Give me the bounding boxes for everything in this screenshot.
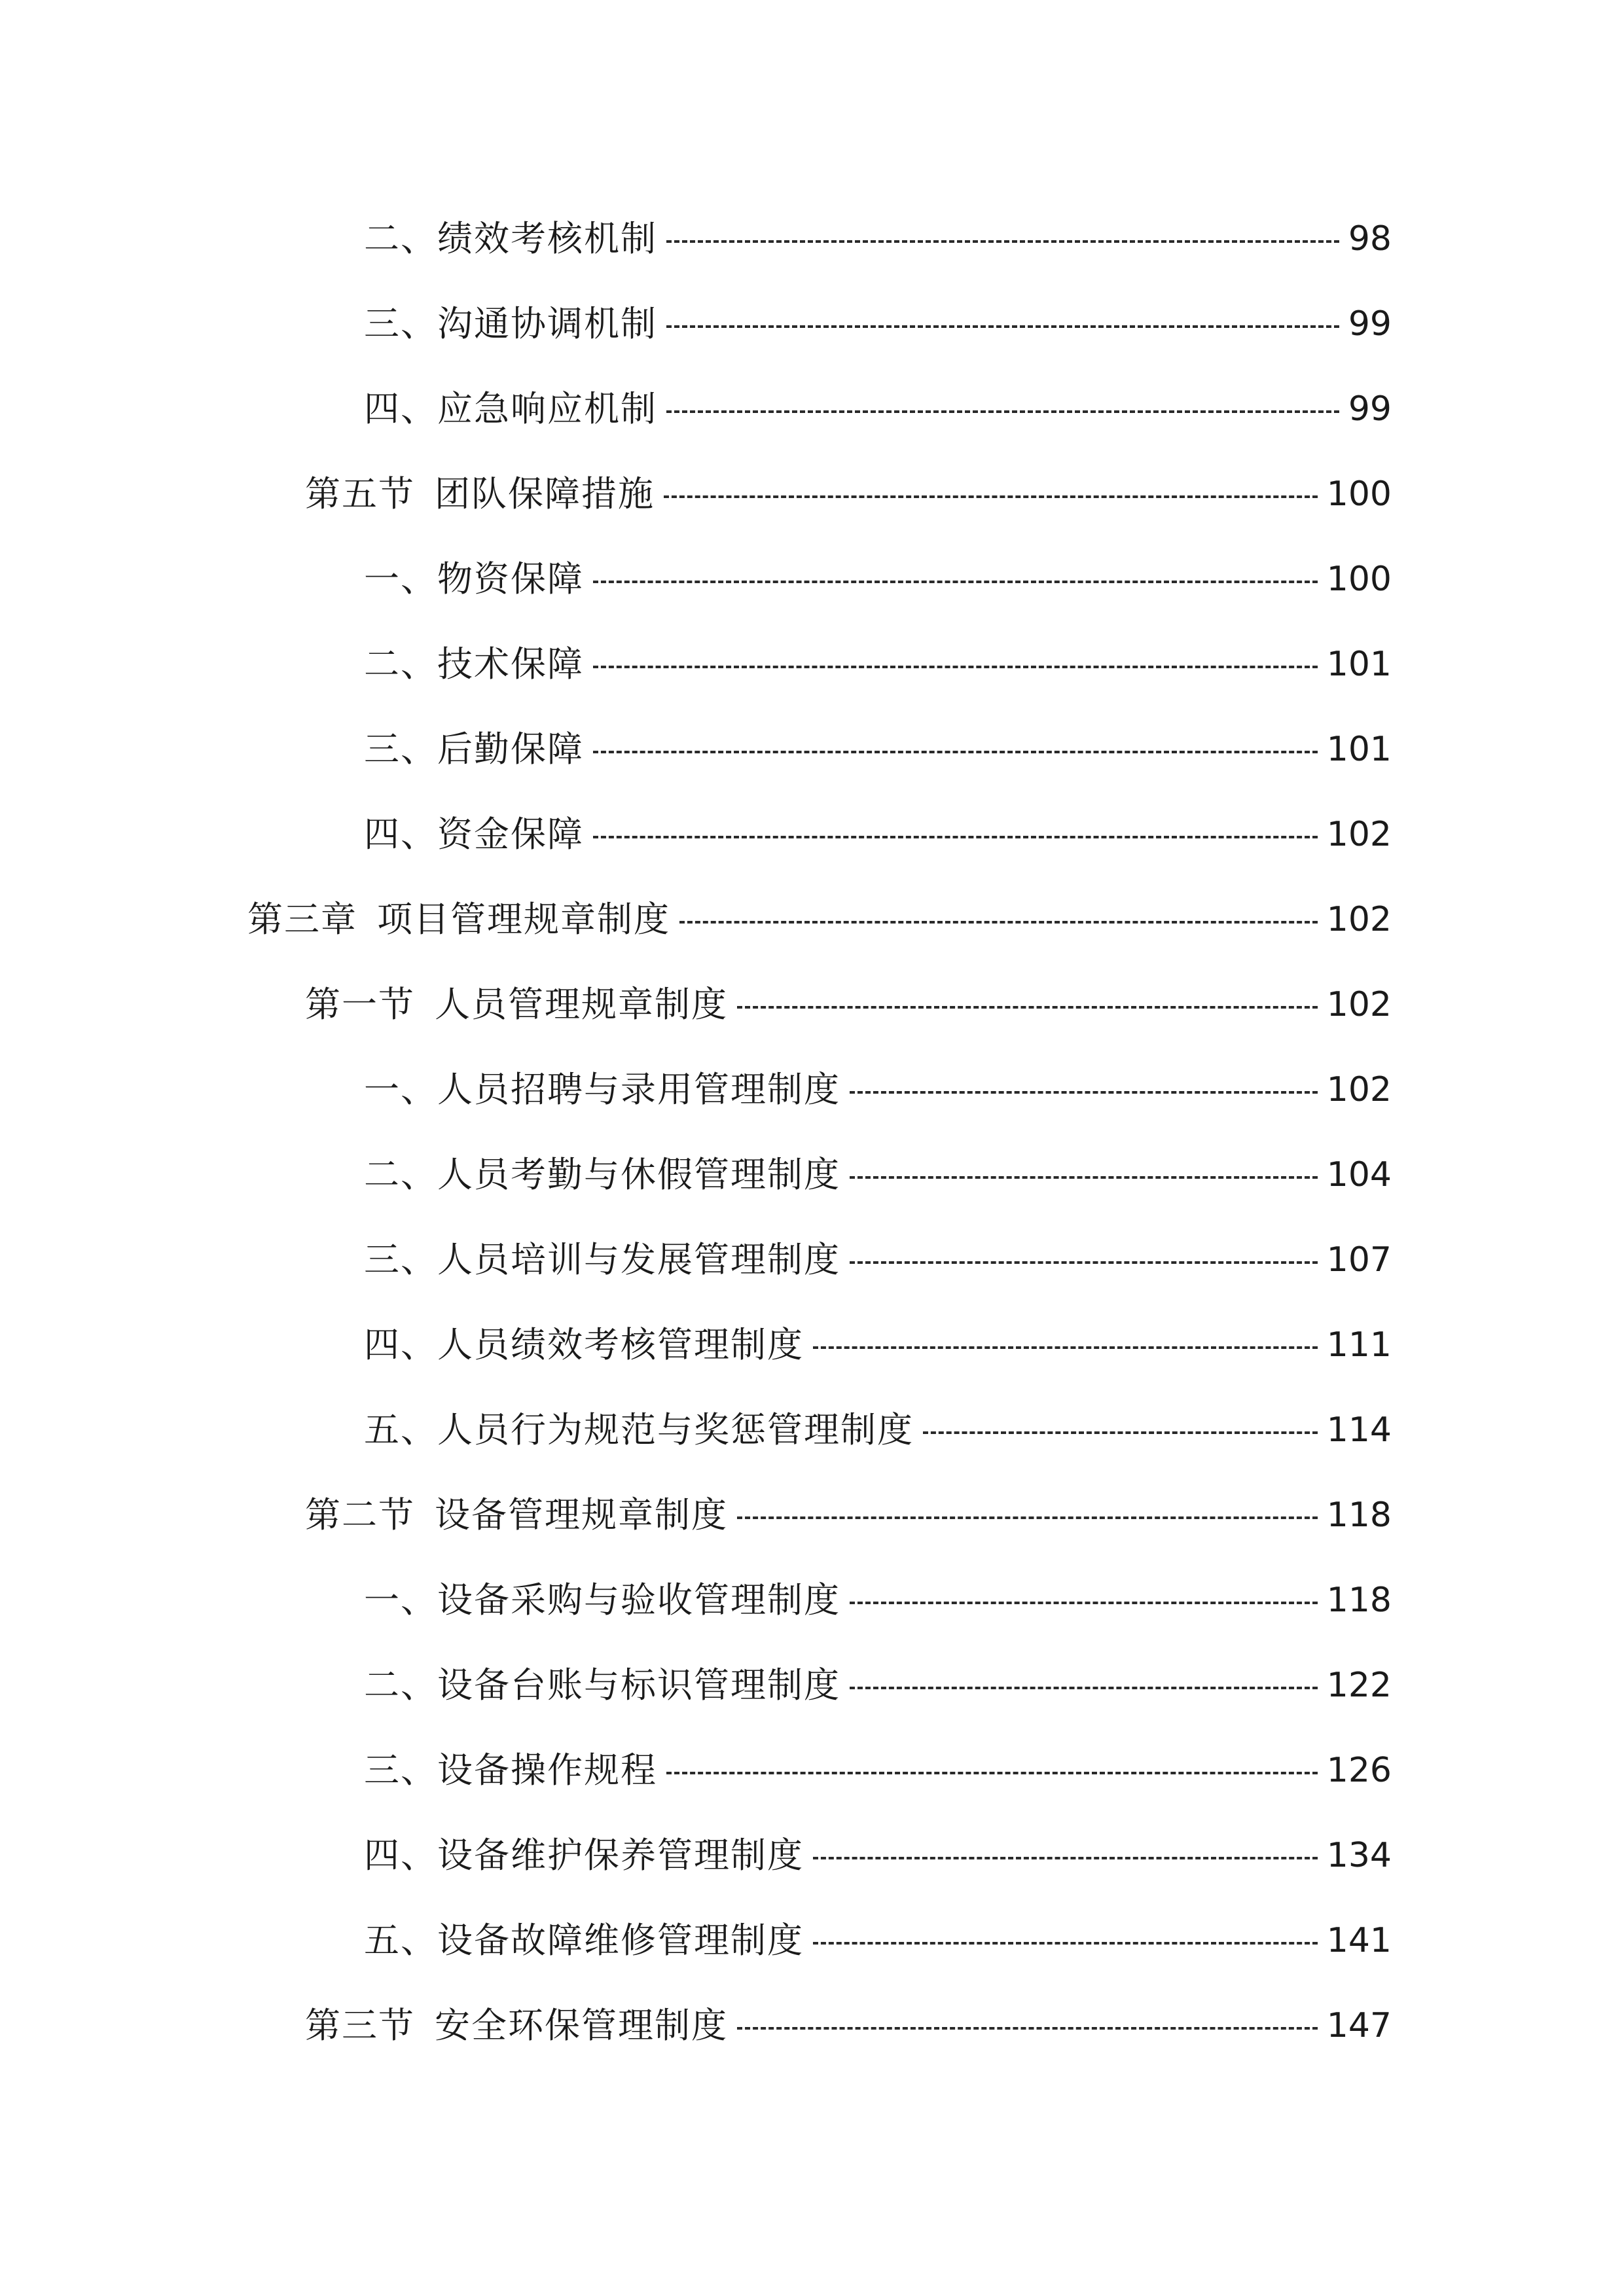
toc-page-number: 101 [1326, 645, 1392, 684]
toc-entry-text: 资金保障 [437, 814, 584, 855]
toc-entry[interactable] [305, 1486, 1392, 1545]
toc-entry-title [305, 465, 655, 524]
toc-entry[interactable] [364, 209, 1392, 268]
toc-entry-text: 设备操作规程 [437, 1749, 657, 1791]
toc-entry-number: 第二节 [305, 1494, 415, 1535]
toc-entry-text: 人员绩效考核管理制度 [437, 1324, 804, 1365]
toc-dot-leader [737, 1516, 1318, 1519]
toc-entry-title [364, 380, 657, 439]
toc-dot-leader [850, 1091, 1318, 1094]
toc-page-number: 118 [1326, 1581, 1392, 1620]
toc-page-number: 111 [1326, 1325, 1392, 1365]
toc-entry[interactable] [364, 1656, 1392, 1715]
toc-dot-leader [593, 836, 1318, 838]
toc-entry-text: 设备采购与验收管理制度 [437, 1579, 840, 1621]
toc-entry-title [364, 1911, 804, 1970]
toc-entry-text: 应急响应机制 [437, 388, 657, 429]
toc-dot-leader [666, 325, 1339, 328]
toc-entry[interactable] [364, 1911, 1392, 1970]
toc-page-number: 102 [1326, 900, 1392, 939]
toc-entry[interactable] [364, 380, 1392, 439]
toc-dot-leader [593, 581, 1318, 583]
toc-entry[interactable] [364, 1571, 1392, 1630]
toc-entry-number: 五、 [364, 1920, 437, 1961]
toc-dot-leader [813, 1857, 1318, 1859]
toc-page-number: 99 [1348, 389, 1392, 429]
toc-entry[interactable] [247, 890, 1392, 949]
toc-entry[interactable] [364, 1401, 1392, 1460]
toc-page-number: 100 [1326, 475, 1392, 514]
toc-entry-text: 人员考勤与休假管理制度 [437, 1154, 840, 1195]
toc-page-number: 134 [1326, 1836, 1392, 1875]
toc-page-number: 102 [1326, 985, 1392, 1024]
toc-entry-number: 二、 [364, 1154, 437, 1195]
toc-entry-title [305, 975, 728, 1034]
toc-entry-text: 设备维护保养管理制度 [437, 1835, 804, 1876]
toc-entry-title [364, 635, 584, 694]
toc-entry-text: 后勤保障 [437, 728, 584, 770]
toc-entry-text: 人员行为规范与奖惩管理制度 [437, 1409, 914, 1450]
toc-entry-title [364, 1060, 840, 1119]
toc-entry-number: 三、 [364, 1749, 437, 1791]
toc-entry-title [364, 805, 584, 864]
toc-page-number: 99 [1348, 304, 1392, 344]
toc-entry-text: 安全环保管理制度 [435, 2005, 728, 2046]
toc-entry[interactable] [364, 1230, 1392, 1289]
toc-entry[interactable] [364, 550, 1392, 609]
toc-dot-leader [850, 1687, 1318, 1689]
toc-entry-number: 二、 [364, 218, 437, 259]
toc-entry-title [364, 1401, 914, 1460]
toc-entry-text: 团队保障措施 [435, 473, 655, 514]
toc-entry-text: 绩效考核机制 [437, 218, 657, 259]
toc-entry[interactable] [364, 1145, 1392, 1204]
toc-entry-text: 设备故障维修管理制度 [437, 1920, 804, 1961]
toc-entry-text: 项目管理规章制度 [377, 899, 670, 940]
toc-entry[interactable] [364, 1826, 1392, 1885]
toc-entry[interactable] [364, 1060, 1392, 1119]
toc-dot-leader [850, 1602, 1318, 1604]
toc-entry-title [364, 209, 657, 268]
toc-dot-leader [666, 1772, 1318, 1774]
toc-entry-text: 物资保障 [437, 558, 584, 600]
toc-entry[interactable] [364, 1316, 1392, 1374]
toc-entry-number: 一、 [364, 1579, 437, 1621]
toc-entry-number: 第一节 [305, 984, 415, 1025]
toc-entry-title [364, 1826, 804, 1885]
toc-entry-text: 设备管理规章制度 [435, 1494, 728, 1535]
toc-entry-title [364, 1145, 840, 1204]
toc-entry[interactable] [364, 805, 1392, 864]
toc-page-number: 102 [1326, 1070, 1392, 1109]
toc-page-number: 122 [1326, 1666, 1392, 1705]
toc-entry-title [364, 1571, 840, 1630]
toc-dot-leader [593, 751, 1318, 753]
toc-entry[interactable] [364, 295, 1392, 353]
toc-page-number: 141 [1326, 1921, 1392, 1960]
toc-entry[interactable] [305, 975, 1392, 1034]
toc-entry-number: 五、 [364, 1409, 437, 1450]
toc-dot-leader [850, 1176, 1318, 1179]
toc-entry-text: 设备台账与标识管理制度 [437, 1664, 840, 1706]
toc-page-number: 147 [1326, 2006, 1392, 2045]
toc-entry-title [247, 890, 670, 949]
toc-entry-title [364, 1316, 804, 1374]
toc-entry-number: 二、 [364, 1664, 437, 1706]
toc-page-number: 101 [1326, 730, 1392, 769]
toc-page-number: 104 [1326, 1155, 1392, 1194]
toc-page-number: 98 [1348, 219, 1392, 259]
toc-entry-title [305, 1486, 728, 1545]
toc-entry[interactable] [364, 1741, 1392, 1800]
toc-entry-text: 人员培训与发展管理制度 [437, 1239, 840, 1280]
toc-dot-leader [679, 921, 1318, 924]
toc-entry-title [364, 1230, 840, 1289]
toc-entry-title [364, 720, 584, 779]
toc-entry-number: 第五节 [305, 473, 415, 514]
toc-dot-leader [923, 1431, 1318, 1434]
toc-entry-number: 一、 [364, 1069, 437, 1110]
toc-entry-number: 第三节 [305, 2005, 415, 2046]
toc-entry-text: 人员管理规章制度 [435, 984, 728, 1025]
toc-entry-number: 四、 [364, 814, 437, 855]
toc-entry-number: 三、 [364, 728, 437, 770]
toc-dot-leader [813, 1942, 1318, 1945]
toc-dot-leader [850, 1261, 1318, 1264]
toc-page-number: 126 [1326, 1751, 1392, 1790]
toc-entry[interactable] [305, 465, 1392, 524]
toc-entry-title [305, 1996, 728, 2055]
toc-dot-leader [813, 1346, 1318, 1349]
toc-entry-number: 四、 [364, 388, 437, 429]
toc-entry-number: 第三章 [247, 899, 357, 940]
toc-entry-title [364, 1656, 840, 1715]
toc-page-number: 114 [1326, 1410, 1392, 1450]
toc-entry-number: 一、 [364, 558, 437, 600]
toc-dot-leader [664, 495, 1318, 498]
toc-page-number: 102 [1326, 815, 1392, 854]
toc-entry-title [364, 550, 584, 609]
toc-entry[interactable] [305, 1996, 1392, 2055]
toc-entry-text: 人员招聘与录用管理制度 [437, 1069, 840, 1110]
toc-page-number: 100 [1326, 560, 1392, 599]
toc-entry-number: 三、 [364, 1239, 437, 1280]
toc-page-number: 118 [1326, 1496, 1392, 1535]
toc-entry[interactable] [364, 635, 1392, 694]
toc-entry-number: 三、 [364, 303, 437, 344]
toc-page-number: 107 [1326, 1240, 1392, 1280]
toc-entry[interactable] [364, 720, 1392, 779]
toc-dot-leader [593, 666, 1318, 668]
toc-dot-leader [737, 1006, 1318, 1009]
toc-entry-number: 四、 [364, 1324, 437, 1365]
toc-entry-number: 二、 [364, 643, 437, 685]
toc-entry-title [364, 1741, 657, 1800]
toc-dot-leader [737, 2027, 1318, 2030]
toc-entry-title [364, 295, 657, 353]
toc-entry-text: 技术保障 [437, 643, 584, 685]
toc-entry-text: 沟通协调机制 [437, 303, 657, 344]
toc-dot-leader [666, 240, 1339, 243]
toc-dot-leader [666, 410, 1339, 413]
toc-entry-number: 四、 [364, 1835, 437, 1876]
